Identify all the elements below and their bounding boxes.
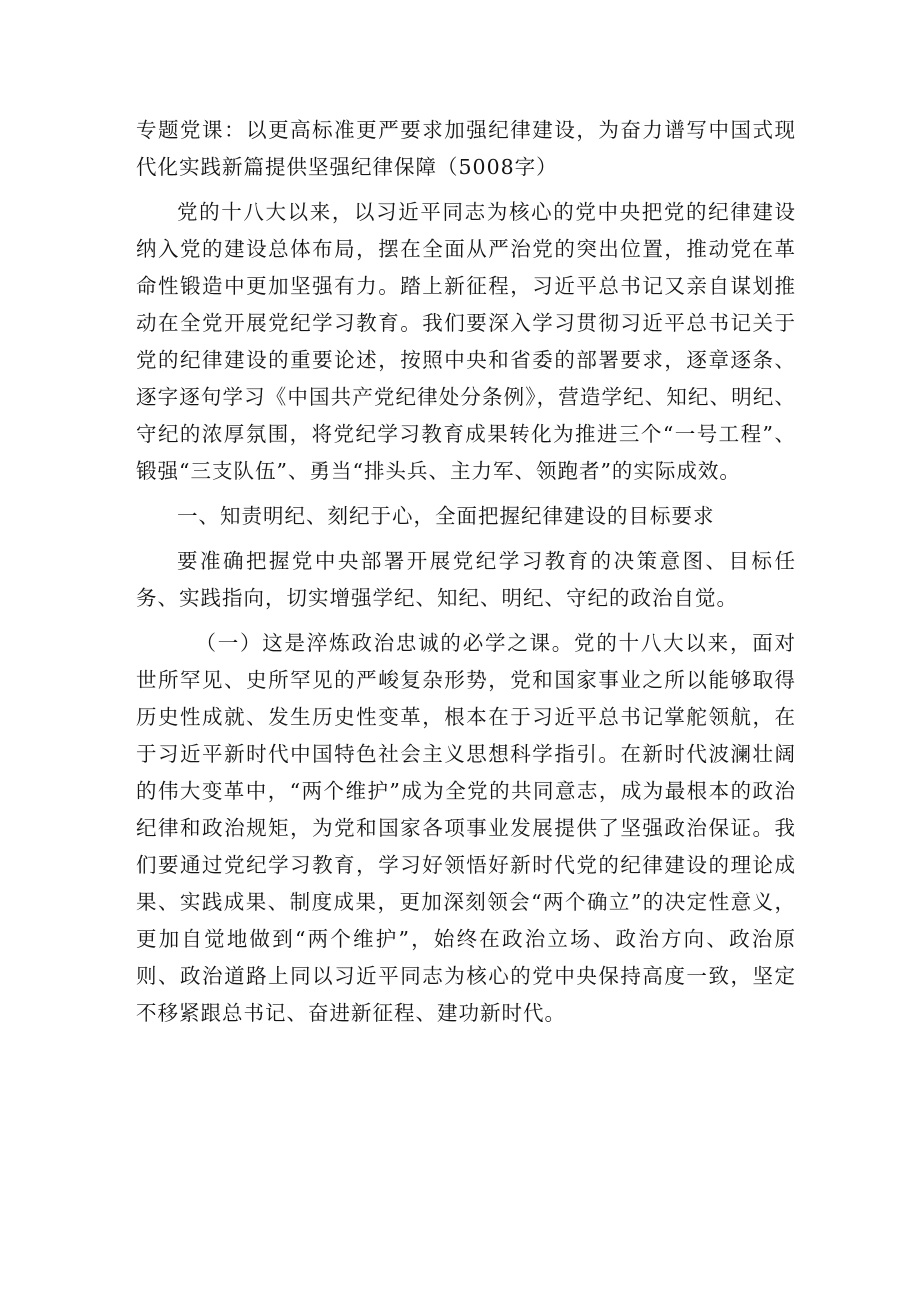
document-title: 专题党课：以更高标准更严要求加强纪律建设，为奋力谱写中国式现代化实践新篇提供坚强纪律保障（5008字） bbox=[136, 118, 796, 179]
subsection-paragraph: （一）这是淬炼政治忠诚的必学之课。党的十八大以来，面对世所罕见、史所罕见的严峻复杂形势，党和国家事业之所以能够取得历史性成就、发生历史性变革，根本在于习近平总书记掌舵领航，在于习近平新时代中国特色社会主义思想科学指引。在新时代波澜壮阔的伟大变革中，“两个维护”成为全党的共同意志，成为最根本的政治纪律和政治规矩，为党和国家各项事业发展提供了坚强政治保证。我们要通过党纪学习教育，学习好领悟好新时代党的纪律建设的理论成果、实践成果、制度成果，更加深刻领会“两个确立”的决定性意义，更加自觉地做到“两个维护”，始终在政治立场、政治方向、政治原则、政治道路上同以习近平同志为核心的党中央保持高度一致，坚定不移紧跟总书记、奋进新征程、建功新时代。 bbox=[136, 631, 796, 1025]
intro-paragraph: 党的十八大以来，以习近平同志为核心的党中央把党的纪律建设纳入党的建设总体布局，摆在全面从严治党的突出位置，推动党在革命性锻造中更加坚强有力。踏上新征程，习近平总书记又亲自谋划推动在全党开展党纪学习教育。我们要深入学习贯彻习近平总书记关于党的纪律建设的重要论述，按照中央和省委的部署要求，逐章逐条、逐字逐句学习《中国共产党纪律处分条例》，营造学纪、知纪、明纪、守纪的浓厚氛围，将党纪学习教育成果转化为推进三个“一号工程”、锻强“三支队伍”、勇当“排头兵、主力军、领跑者”的实际成效。 bbox=[136, 200, 796, 483]
document-body bbox=[136, 112, 796, 1040]
section-heading: 一、知责明纪、刻纪于心，全面把握纪律建设的目标要求 bbox=[177, 504, 715, 528]
section-intro-paragraph: 要准确把握党中央部署开展党纪学习教育的决策意图、目标任务、实践指向，切实增强学纪、知纪、明纪、守纪的政治自觉。 bbox=[136, 549, 796, 610]
